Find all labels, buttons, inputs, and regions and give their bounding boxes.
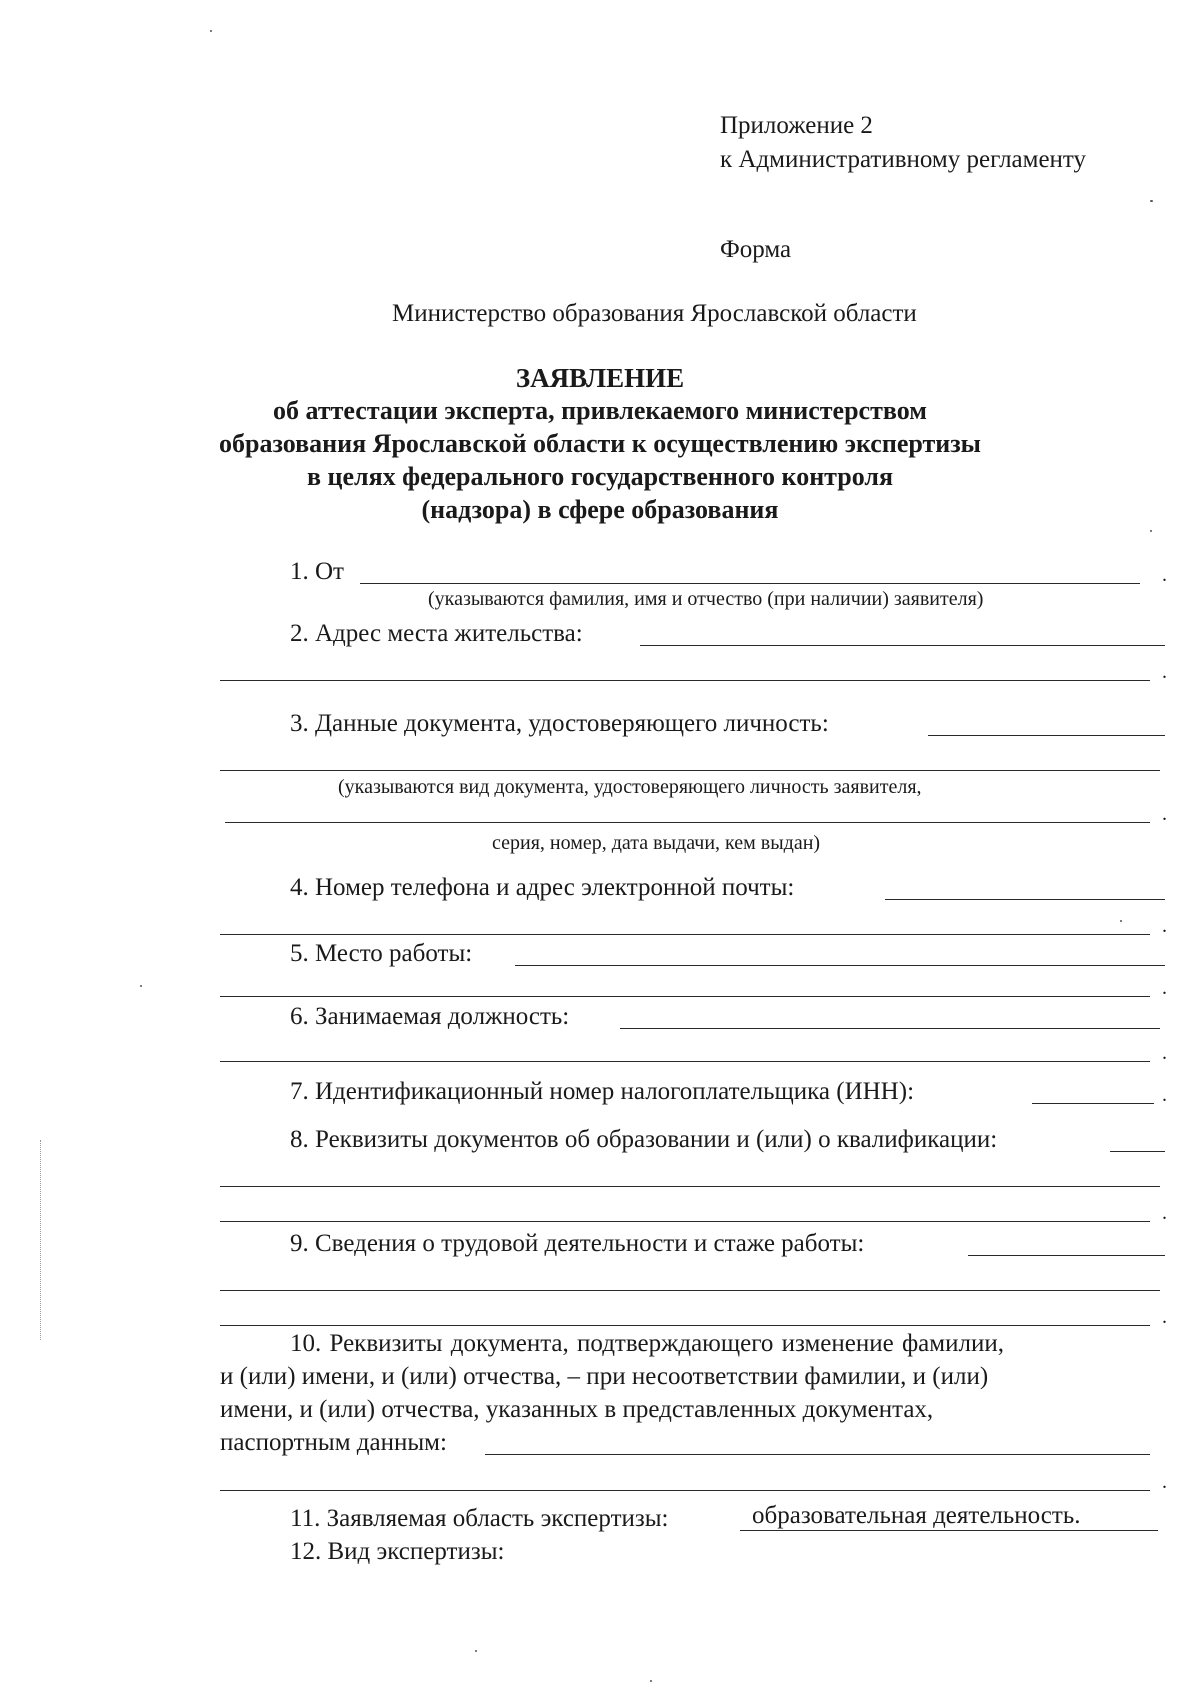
appendix-line2: к Административному регламенту	[720, 146, 1087, 173]
field-12-label: 12. Вид экспертизы:	[290, 1538, 505, 1565]
title-line-2: образования Ярославской области к осуществлению экспертизы	[219, 429, 981, 458]
field-2-blank[interactable]	[640, 645, 1165, 646]
field-10-dot: .	[1162, 1471, 1167, 1493]
field-8-dot: .	[1162, 1202, 1167, 1224]
field-9-blank-cont-2[interactable]	[220, 1325, 1150, 1326]
field-2-blank-cont[interactable]	[220, 680, 1150, 681]
title-line-1: об аттестации эксперта, привлекаемого министерством	[273, 396, 927, 425]
field-10-blank-cont[interactable]	[220, 1490, 1150, 1491]
field-5-blank-cont[interactable]	[220, 996, 1150, 997]
title-line-4: (надзора) в сфере образования	[421, 495, 779, 524]
field-3-blank-cont-2[interactable]	[225, 822, 1150, 823]
field-3-blank[interactable]	[928, 735, 1165, 736]
field-5-blank[interactable]	[515, 965, 1165, 966]
field-4-label: 4. Номер телефона и адрес электронной почты:	[290, 874, 795, 901]
field-8-blank-cont-2[interactable]	[220, 1221, 1150, 1222]
field-4-dot: .	[1162, 915, 1167, 937]
field-1-dot: .	[1162, 564, 1167, 586]
field-3-dot: .	[1162, 803, 1167, 825]
field-11-label: 11. Заявляемая область экспертизы:	[290, 1505, 669, 1532]
field-9-blank[interactable]	[968, 1255, 1165, 1256]
field-3-hint-1: (указываются вид документа, удостоверяющего личность заявителя,	[338, 776, 922, 798]
scan-speck	[210, 30, 212, 32]
field-5-dot: .	[1162, 977, 1167, 999]
field-9-label: 9. Сведения о трудовой деятельности и стаже работы:	[290, 1230, 865, 1257]
field-5-label: 5. Место работы:	[290, 940, 473, 967]
field-3-blank-cont[interactable]	[220, 770, 1160, 771]
field-8-blank-cont[interactable]	[220, 1186, 1160, 1187]
field-3-label: 3. Данные документа, удостоверяющего личность:	[290, 710, 829, 737]
appendix-line1: Приложение 2	[720, 112, 873, 139]
field-3-hint-2: серия, номер, дата выдачи, кем выдан)	[492, 832, 821, 854]
field-1-hint: (указываются фамилия, имя и отчество (при наличии) заявителя)	[428, 588, 984, 610]
field-11-blank[interactable]	[740, 1530, 1158, 1531]
field-11-value: образовательная деятельность.	[752, 1502, 1081, 1529]
document-title: ЗАЯВЛЕНИЕ	[515, 363, 685, 393]
field-8-blank[interactable]	[1110, 1151, 1165, 1152]
field-6-dot: .	[1162, 1042, 1167, 1064]
field-6-label: 6. Занимаемая должность:	[290, 1003, 570, 1030]
field-2-label: 2. Адрес места жительства:	[290, 620, 583, 647]
scan-edge-marks	[40, 1140, 42, 1340]
field-7-blank[interactable]	[1032, 1103, 1154, 1104]
field-10-line-1: 10. Реквизиты документа, подтверждающего изменение фамилии,	[290, 1330, 1004, 1357]
field-2-dot: .	[1162, 661, 1167, 683]
field-10-line-2: и (или) имени, и (или) отчества, – при несоответствии фамилии, и (или)	[220, 1363, 989, 1390]
field-8-label: 8. Реквизиты документов об образовании и (или) о квалификации:	[290, 1126, 998, 1153]
field-6-blank[interactable]	[620, 1028, 1160, 1029]
field-1-blank[interactable]	[360, 583, 1140, 584]
field-7-label: 7. Идентификационный номер налогоплательщика (ИНН):	[290, 1078, 915, 1105]
field-9-blank-cont[interactable]	[220, 1290, 1160, 1291]
scan-speck	[140, 985, 142, 987]
field-10-line-4: паспортным данным:	[220, 1429, 447, 1456]
field-6-blank-cont[interactable]	[220, 1061, 1150, 1062]
scan-speck	[1150, 200, 1153, 202]
field-10-line-3: имени, и (или) отчества, указанных в представленных документах,	[220, 1396, 934, 1423]
field-10-blank[interactable]	[485, 1454, 1150, 1455]
scan-speck	[1150, 530, 1152, 532]
field-4-blank[interactable]	[885, 899, 1165, 900]
field-7-dot: .	[1162, 1084, 1167, 1106]
title-line-3: в целях федерального государственного контроля	[306, 462, 894, 491]
form-label: Форма	[720, 236, 792, 263]
scan-speck	[475, 1650, 477, 1652]
scan-speck	[1120, 920, 1122, 922]
ministry-name: Министерство образования Ярославской области	[392, 300, 917, 327]
field-1-label: 1. От	[290, 558, 344, 585]
scan-speck	[650, 1680, 652, 1682]
field-4-blank-cont[interactable]	[220, 934, 1150, 935]
field-9-dot: .	[1162, 1306, 1167, 1328]
